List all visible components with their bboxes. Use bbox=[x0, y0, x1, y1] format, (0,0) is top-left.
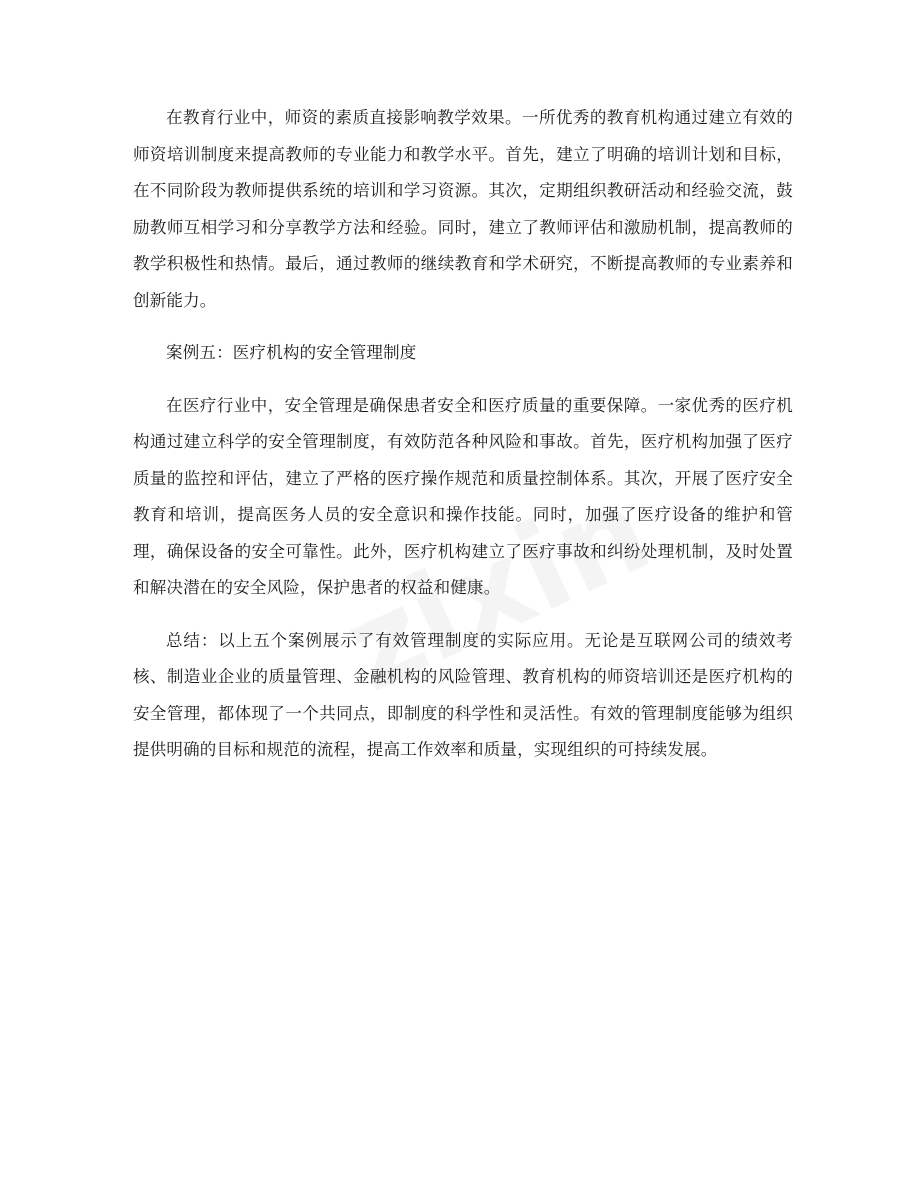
paragraph-education-training: 在教育行业中，师资的素质直接影响教学效果。一所优秀的教育机构通过建立有效的师资培训制度来提高教师的专业能力和教学水平。首先，建立了明确的培训计划和目标，在不同阶段为教师提供系统的培训和学习资源。其次，定期组织教研活动和经验交流，鼓励教师互相学习和分享教学方法和经验。同时，建立了教师评估和激励机制，提高教师的教学积极性和热情。最后，通过教师的继续教育和学术研究，不断提高教师的专业素养和创新能力。 bbox=[133, 108, 793, 310]
paragraph-medical-safety: 在医疗行业中，安全管理是确保患者安全和医疗质量的重要保障。一家优秀的医疗机构通过建立科学的安全管理制度，有效防范各种风险和事故。首先，医疗机构加强了医疗质量的监控和评估，建立了严格的医疗操作规范和质量控制体系。其次，开展了医疗安全教育和培训，提高医务人员的安全意识和操作技能。同时，加强了医疗设备的维护和管理，确保设备的安全可靠性。此外，医疗机构建立了医疗事故和纠纷处理机制，及时处置和解决潜在的安全风险，保护患者的权益和健康。 bbox=[133, 395, 793, 597]
case-five-heading: 案例五：医疗机构的安全管理制度 bbox=[166, 343, 417, 362]
paragraph-summary: 总结：以上五个案例展示了有效管理制度的实际应用。无论是互联网公司的绩效考核、制造业企业的质量管理、金融机构的风险管理、教育机构的师资培训还是医疗机构的安全管理，都体现了一个共同点，即制度的科学性和灵活性。有效的管理制度能够为组织提供明确的目标和规范的流程，提高工作效率和质量，实现组织的可持续发展。 bbox=[133, 630, 793, 759]
document-body bbox=[133, 100, 793, 785]
